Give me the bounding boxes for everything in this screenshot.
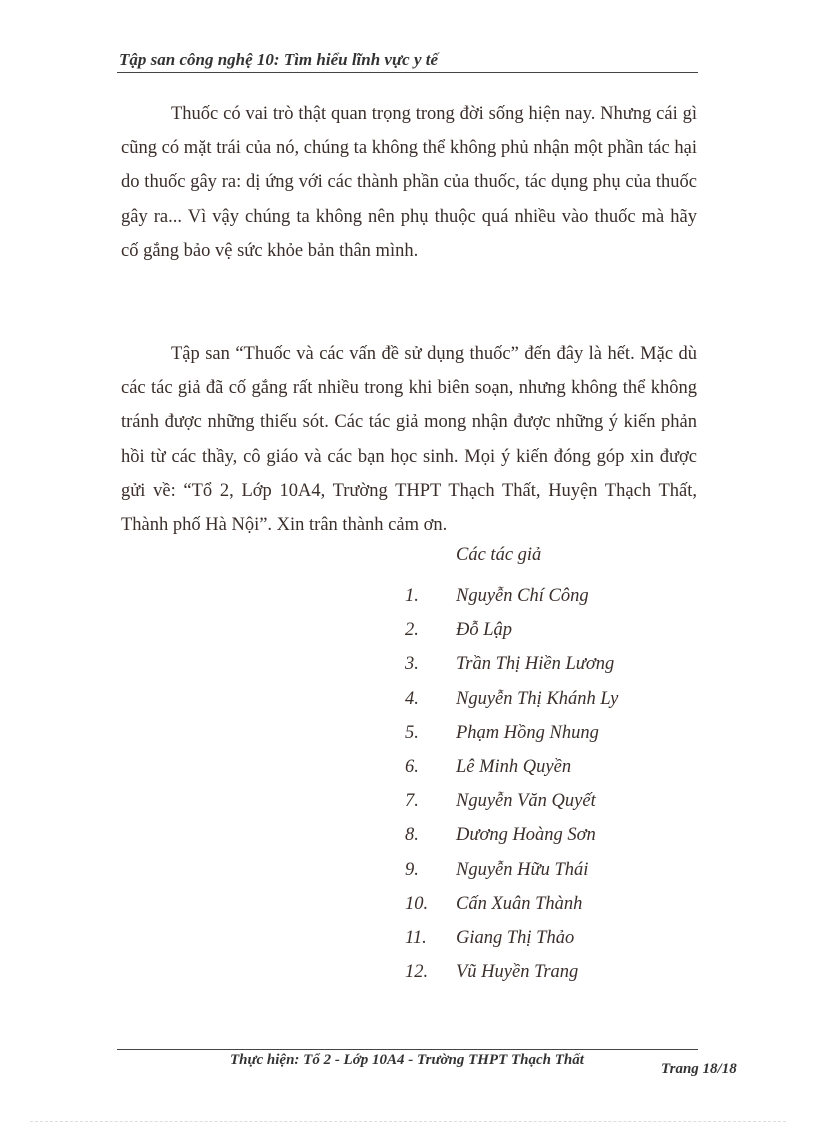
author-list: [405, 579, 618, 989]
author-name: Nguyễn Văn Quyết: [456, 791, 596, 812]
page-edge-divider: [30, 1121, 786, 1122]
page-number: Trang 18/18: [661, 1061, 737, 1077]
author-name: Nguyễn Chí Công: [456, 586, 589, 606]
author-number: 11.: [405, 927, 427, 948]
footer-text: Thực hiện: Tổ 2 - Lớp 10A4 - Trường THPT Thạch Thất: [230, 1052, 584, 1068]
author-name: Trần Thị Hiền Lương: [456, 654, 615, 675]
author-number: 1.: [405, 586, 419, 606]
author-number: 10.: [405, 893, 429, 914]
author-name: Giang Thị Thảo: [456, 927, 575, 948]
author-name: Vũ Huyền Trang: [456, 962, 579, 983]
author-number: 3.: [405, 654, 419, 675]
author-name: Lê Minh Quyền: [456, 756, 572, 777]
author-name: Đỗ Lập: [456, 620, 513, 641]
author-number: 6.: [405, 756, 419, 777]
list-item: [405, 750, 618, 784]
author-number: 2.: [405, 620, 419, 641]
list-item: [405, 853, 618, 887]
author-number: 7.: [405, 791, 419, 812]
list-item: [405, 887, 618, 921]
header-divider: [117, 72, 698, 73]
header-title: Tập san công nghệ 10: Tìm hiểu lĩnh vực y tế: [119, 50, 439, 69]
list-item: [405, 647, 618, 681]
list-item: [405, 921, 618, 955]
author-name: Phạm Hồng Nhung: [456, 722, 599, 743]
author-number: 8.: [405, 825, 419, 846]
authors-heading: Các tác giả: [456, 545, 542, 565]
list-item: [405, 579, 618, 613]
list-item: [405, 716, 618, 750]
list-item: [405, 784, 618, 818]
author-name: Nguyễn Hữu Thái: [456, 859, 589, 880]
list-item: [405, 818, 618, 852]
paragraph-1: Thuốc có vai trò thật quan trọng trong đời sống hiện nay. Nhưng cái gì cũng có mặt trái của nó, chúng ta không thể không phủ nhận một phần tác hại do thuốc gây ra: dị ứng với các thành phần của thuốc, tác dụng phụ của thuốc gây ra... Vì vậy chúng ta không nên phụ thuộc quá nhiều vào thuốc mà hãy cố gắng bảo vệ sức khỏe bản thân mình.: [121, 104, 697, 261]
paragraph-2: Tập san “Thuốc và các vấn đề sử dụng thuốc” đến đây là hết. Mặc dù các tác giả đã cố gắng rất nhiều trong khi biên soạn, nhưng không thể không tránh được những thiếu sót. Các tác giả mong nhận được những ý kiến phản hồi từ các thầy, cô giáo và các bạn học sinh. Mọi ý kiến đóng góp xin được gửi về: “Tổ 2, Lớp 10A4, Trường THPT Thạch Thất, Huyện Thạch Thất, Thành phố Hà Nội”. Xin trân thành cảm ơn.: [121, 344, 697, 536]
footer-divider: [117, 1049, 698, 1050]
author-number: 4.: [405, 688, 419, 709]
author-number: 5.: [405, 722, 419, 743]
list-item: [405, 682, 618, 716]
author-number: 9.: [405, 859, 419, 880]
list-item: [405, 955, 618, 989]
author-number: 12.: [405, 962, 429, 983]
author-name: Dương Hoàng Sơn: [456, 825, 596, 846]
author-name: Nguyễn Thị Khánh Ly: [456, 688, 619, 709]
list-item: [405, 613, 618, 647]
author-name: Cấn Xuân Thành: [456, 893, 583, 914]
